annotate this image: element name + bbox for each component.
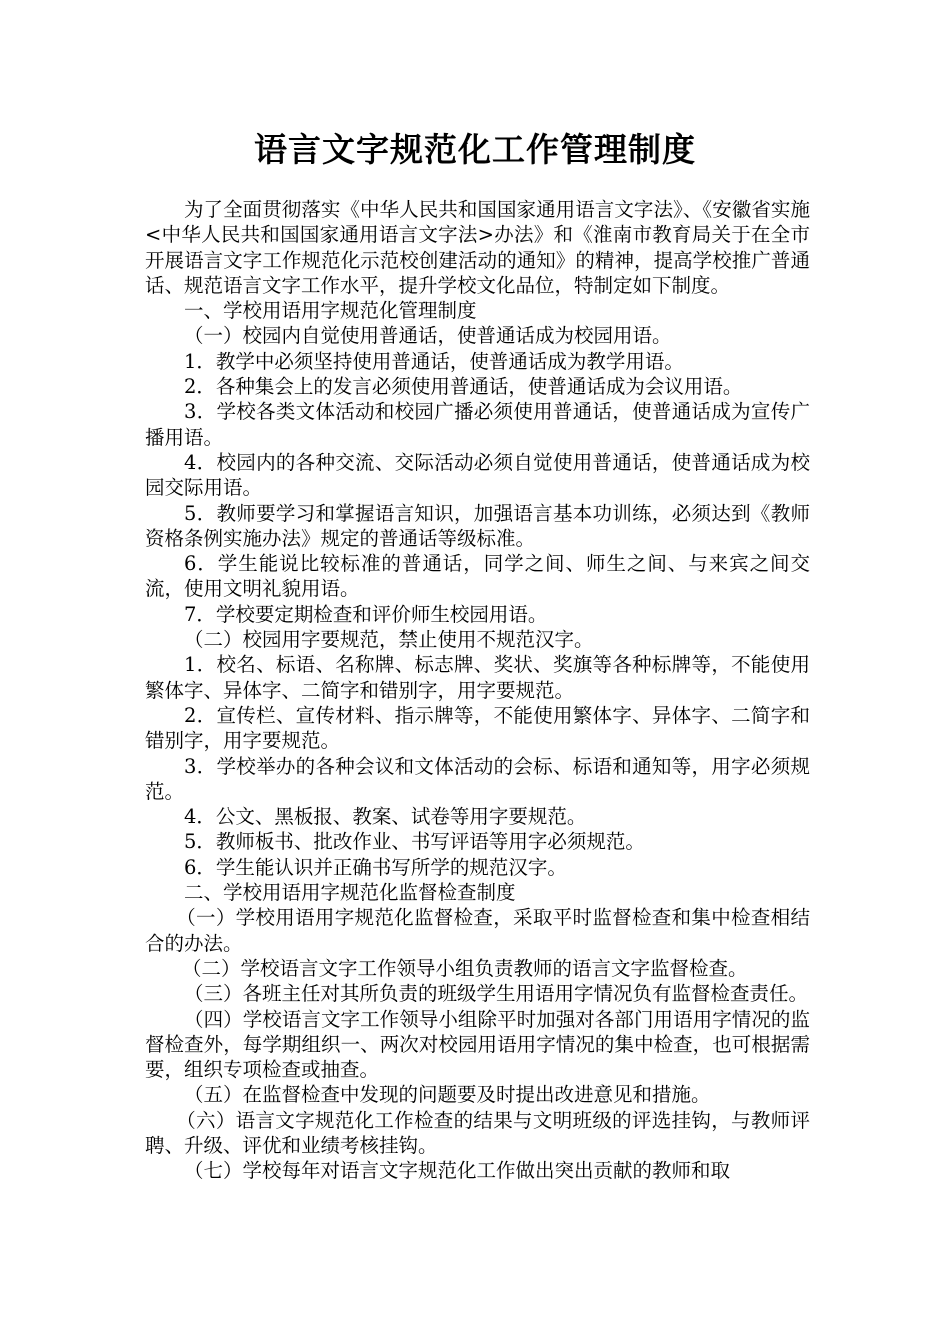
section-heading-1: 一、学校用语用字规范化管理制度: [184, 299, 477, 323]
list-item: （七）学校每年对语言文字规范化工作做出突出贡献的教师和取: [184, 1159, 731, 1183]
list-item: 3．学校各类文体活动和校园广播必须使用普通话，使普通话成为宣传广播用语。: [145, 400, 810, 449]
section-heading-2: 二、学校用语用字规范化监督检查制度: [184, 881, 516, 905]
list-item: 5．教师板书、批改作业、书写评语等用字必须规范。: [184, 830, 645, 854]
list-item: （三）各班主任对其所负责的班级学生用语用字情况负有监督检查责任。: [184, 982, 809, 1006]
list-item: 1．校名、标语、名称牌、标志牌、奖状、奖旗等各种标牌等，不能使用繁体字、异体字、二简字和错别字，用字要规范。: [145, 653, 810, 702]
document-body: [145, 197, 810, 1184]
list-item: （二）学校语言文字工作领导小组负责教师的语言文字监督检查。: [182, 956, 748, 980]
list-item: 2．宣传栏、宣传材料、指示牌等，不能使用繁体字、异体字、二简字和错别字，用字要规范。: [145, 703, 810, 753]
list-item: （四）学校语言文字工作领导小组除平时加强对各部门用语用字情况的监督检查外，每学期组织一、两次对校园用语用字情况的集中检查，也可根据需要，组织专项检查或抽查。: [145, 1007, 810, 1082]
subsection-heading: （二）校园用字要规范，禁止使用不规范汉字。: [184, 628, 594, 652]
list-item: 6．学生能说比较标准的普通话，同学之间、师生之间、与来宾之间交流，使用文明礼貌用语。: [145, 552, 810, 601]
list-item: 6．学生能认识并正确书写所学的规范汉字。: [184, 855, 567, 879]
document-title: 语言文字规范化工作管理制度: [254, 130, 696, 169]
list-item: （六）语言文字规范化工作检查的结果与文明班级的评选挂钩，与教师评聘、升级、评优和业绩考核挂钩。: [145, 1108, 810, 1157]
list-item: （一）学校用语用字规范化监督检查，采取平时监督检查和集中检查相结合的办法。: [145, 906, 810, 955]
list-item: 1．教学中必须坚持使用普通话，使普通话成为教学用语。: [184, 349, 684, 373]
list-item: 4．公文、黑板报、教案、试卷等用字要规范。: [184, 805, 587, 829]
list-item: （五）在监督检查中发现的问题要及时提出改进意见和措施。: [184, 1083, 711, 1107]
list-item: 5．教师要学习和掌握语言知识，加强语言基本功训练，必须达到《教师资格条例实施办法》规定的普通话等级标准。: [145, 501, 810, 550]
list-item: 3．学校举办的各种会议和文体活动的会标、标语和通知等，用字必须规范。: [145, 754, 810, 803]
list-item: 4．校园内的各种交流、交际活动必须自觉使用普通话，使普通话成为校园交际用语。: [145, 450, 810, 500]
list-item: 7．学校要定期检查和评价师生校园用语。: [184, 602, 548, 626]
paragraph-intro: 为了全面贯彻落实《中华人民共和国国家通用语言文字法》、《安徽省实施<中华人民共和国国家通用语言文字法>办法》和《淮南市教育局关于在全市开展语言文字工作规范化示范校创建活动的通知》的精神，提高学校推广普通话、规范语言文字工作水平，提升学校文化品位，特制定如下制度。: [145, 198, 810, 297]
list-item: 2．各种集会上的发言必须使用普通话，使普通话成为会议用语。: [184, 375, 743, 399]
subsection-heading: （一）校园内自觉使用普通话，使普通话成为校园用语。: [184, 324, 672, 348]
